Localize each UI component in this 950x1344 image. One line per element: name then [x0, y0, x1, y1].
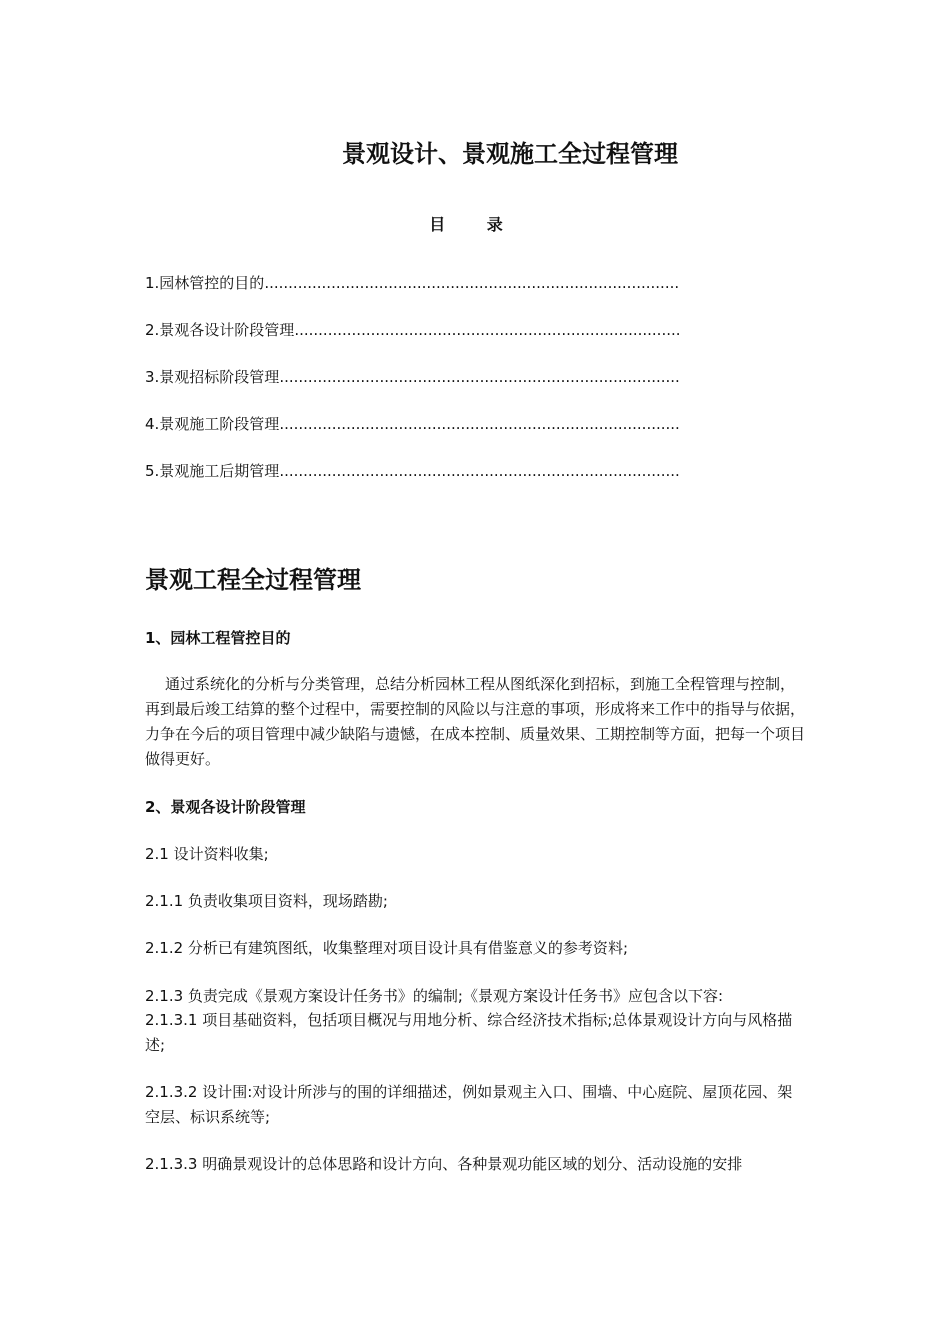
item-2-1: 2.1 设计资料收集; — [145, 845, 269, 863]
toc-item[interactable] — [145, 319, 681, 340]
paragraph-purpose: 通过系统化的分析与分类管理，总结分析园林工程从图纸深化到招标，到施工全程管理与控制，再到最后竣工结算的整个过程中，需要控制的风险以与注意的事项，形成将来工作中的指导与依据，力争在今后的项目管理中减少缺陷与遗憾，在成本控制、质量效果、工期控制等方面，把每一个项目做得更好。 — [145, 675, 806, 768]
toc-item[interactable] — [145, 272, 679, 293]
heading-1: 1、园林工程管控目的 — [145, 629, 291, 647]
item-2-1-3-3: 2.1.3.3 明确景观设计的总体思路和设计方向、各种景观功能区域的划分、活动设施的安排 — [145, 1155, 743, 1173]
toc-item-label: 5.景观施工后期管理 — [145, 462, 280, 480]
toc-item-label: 3.景观招标阶段管理 — [145, 368, 280, 386]
heading-2: 2、景观各设计阶段管理 — [145, 798, 306, 816]
item-2-1-3-1: 2.1.3.1 项目基础资料，包括项目概况与用地分析、综合经济技术指标;总体景观设计方向与风格描述; — [145, 1011, 793, 1054]
section-title: 景观工程全过程管理 — [145, 566, 361, 594]
item-2-1-1: 2.1.1 负责收集项目资料，现场踏勘; — [145, 892, 388, 910]
toc-item[interactable] — [145, 460, 680, 481]
toc-item[interactable] — [145, 366, 680, 387]
toc-leader: ....................................................................................... — [264, 274, 680, 292]
toc-leader: .................................................................................... — [279, 368, 680, 386]
toc-item-label: 2.景观各设计阶段管理 — [145, 321, 295, 339]
toc-item-label: 4.景观施工阶段管理 — [145, 415, 280, 433]
item-2-1-3-2: 2.1.3.2 设计围:对设计所涉与的围的详细描述，例如景观主入口、围墙、中心庭院、屋顶花园、架空层、标识系统等; — [145, 1083, 793, 1126]
toc-item[interactable] — [145, 413, 680, 434]
toc-leader: ................................................................................. — [294, 321, 681, 339]
document-title: 景观设计、景观施工全过程管理 — [342, 140, 678, 168]
item-2-1-3: 2.1.3 负责完成《景观方案设计任务书》的编制;《景观方案设计任务书》应包含以下容: — [145, 987, 724, 1005]
toc-leader: .................................................................................... — [279, 462, 680, 480]
toc-title: 目 录 — [429, 215, 521, 234]
item-2-1-2: 2.1.2 分析已有建筑图纸，收集整理对项目设计具有借鉴意义的参考资料; — [145, 939, 628, 957]
toc-leader: .................................................................................... — [279, 415, 680, 433]
toc-item-label: 1.园林管控的目的 — [145, 274, 265, 292]
